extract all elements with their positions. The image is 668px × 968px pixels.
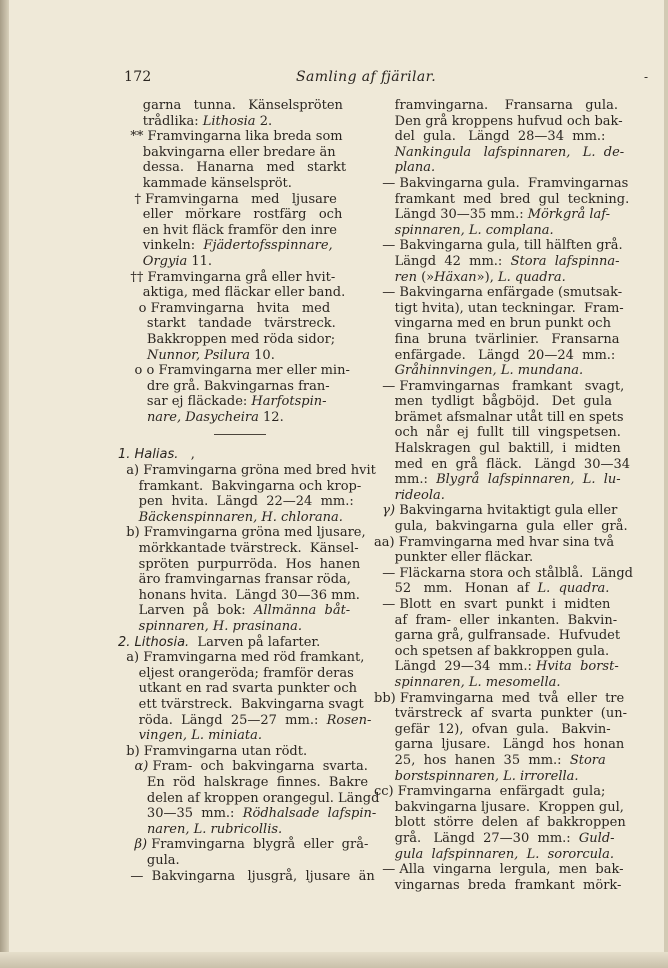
text-segment — [374, 223, 395, 238]
text-segment: nare, Dasycheira — [146, 409, 259, 425]
text-line — [118, 479, 362, 495]
text-segment: framkant. Bakvingarna och krop- — [118, 478, 362, 494]
text-segment: gula lafspinnaren, L. sororcula. — [394, 846, 615, 862]
text-line — [374, 207, 611, 223]
text-line — [118, 379, 362, 395]
text-segment: (» — [416, 269, 435, 285]
text-segment: spröten purpurröda. Hos hanen — [118, 556, 361, 572]
text-segment: — Blott en svart punkt i midten — [374, 597, 611, 612]
text-segment: o o Framvingarna mer eller min- — [118, 363, 350, 379]
text-segment: Guld- — [578, 830, 615, 846]
text-segment: sar ej fläckade: — [118, 394, 252, 410]
text-line — [374, 394, 612, 410]
text-segment: Rosen- — [326, 712, 372, 728]
text-line — [374, 425, 621, 441]
text-segment: — Fläckarna stora och stålblå. Längd — [374, 565, 633, 581]
text-segment: eljest orangeröda; framför deras — [118, 665, 354, 681]
text-line — [374, 191, 630, 208]
text-line — [118, 254, 362, 270]
text-line — [374, 98, 618, 114]
text-segment: Fram- och bakvingarna svarta. — [148, 759, 368, 775]
text-line — [374, 675, 600, 691]
text-segment: spinnaren, L. mesomella. — [394, 674, 561, 690]
text-segment — [374, 769, 395, 784]
text-segment: Häxan — [434, 269, 477, 285]
text-segment: aa) Framvingarna med hvar sina två — [374, 534, 615, 550]
text-segment: garna tunna. Känselspröten — [118, 98, 343, 113]
text-segment: 52 mm. Honan af — [374, 581, 538, 597]
text-line — [118, 744, 362, 760]
text-segment — [374, 675, 395, 690]
text-segment: fina bruna tvärlinier. Fransarna — [374, 331, 620, 347]
text-line — [374, 659, 619, 675]
text-segment: Allmänna båt- — [253, 603, 351, 619]
text-line — [374, 628, 621, 644]
text-segment: — Bakvingarna gula, till hälften grå. — [374, 238, 623, 254]
text-line — [374, 519, 628, 535]
text-segment: Stora lafspinna- — [510, 253, 620, 269]
text-segment: honans hvita. Längd 30—36 mm. — [118, 587, 360, 603]
text-line — [374, 550, 600, 566]
text-line — [118, 541, 362, 557]
text-segment: ** Framvingarna lika breda som — [118, 129, 343, 145]
text-line — [374, 612, 618, 629]
text-segment: dre grå. Bakvingarnas fran- — [118, 378, 330, 394]
text-segment: starkt tandade tvärstreck. — [118, 316, 336, 332]
text-line — [374, 270, 600, 286]
text-line — [374, 581, 610, 597]
text-segment: punkter eller fläckar. — [374, 550, 534, 566]
text-line — [374, 113, 623, 130]
text-line — [374, 488, 600, 504]
text-segment: — Alla vingarna lergula, men bak- — [374, 862, 624, 878]
text-segment: Längd 42 mm.: — [374, 253, 511, 269]
text-segment: ett tvärstreck. Bakvingarna svagt — [118, 696, 364, 712]
page-bottom-edge — [0, 952, 668, 968]
text-segment: Blygrå lafspinnaren, L. lu- — [436, 472, 621, 488]
text-segment — [118, 410, 147, 425]
text-segment — [374, 488, 395, 503]
text-line — [374, 378, 625, 395]
text-segment: borstspinnaren, L. irrorella. — [394, 768, 579, 784]
text-segment: Bakvingarna hvitaktigt gula eller — [395, 503, 618, 519]
text-line — [118, 316, 362, 332]
text-segment: trådlika: — [118, 113, 203, 129]
text-line — [374, 737, 625, 753]
text-line — [374, 565, 633, 582]
text-segment: och spetsen af bakkroppen gula. — [374, 643, 610, 659]
text-segment — [118, 759, 135, 774]
text-segment: En röd halskrage finnes. Bakre — [118, 774, 369, 790]
text-segment: vingen, L. miniata. — [138, 728, 262, 744]
section-heading: 2. Lithosia. — [118, 634, 190, 650]
text-segment — [374, 847, 395, 862]
text-segment: framkant med bred gul teckning. — [374, 191, 630, 207]
text-segment: Stora — [569, 752, 606, 768]
text-segment: a) Framvingarna med röd framkant, — [118, 650, 365, 666]
text-line — [118, 572, 362, 588]
text-segment: Mörkgrå laf- — [527, 207, 611, 223]
text-line — [118, 510, 362, 526]
text-segment: vingarnas breda framkant mörk- — [374, 877, 622, 893]
text-line — [118, 666, 362, 682]
text-segment: mm.: — [374, 472, 437, 488]
text-segment — [374, 160, 395, 175]
text-line — [374, 363, 600, 379]
text-line — [118, 270, 362, 286]
text-line — [374, 643, 610, 660]
section-heading: 1. Halias. — [118, 447, 179, 463]
text-segment: »), — [476, 269, 498, 285]
text-segment: 12. — [258, 409, 284, 425]
text-line — [118, 650, 365, 666]
text-segment: Lithosia — [202, 113, 256, 129]
text-segment — [118, 254, 143, 269]
text-segment: 11. — [187, 253, 213, 269]
text-line — [374, 846, 615, 863]
text-line — [118, 790, 380, 807]
text-line — [118, 238, 362, 254]
text-segment: eller mörkare rostfärg och — [118, 207, 343, 223]
text-segment: framvingarna. Fransarna gula. — [374, 98, 618, 113]
text-segment: men tydligt bågböjd. Det gula — [374, 394, 612, 410]
text-line — [118, 759, 368, 775]
text-segment: ren — [394, 269, 417, 285]
text-segment: vinkeln: — [118, 238, 204, 254]
text-segment: och når ej fullt till vingspetsen. — [374, 425, 621, 441]
text-segment: γ) — [382, 503, 396, 519]
text-line — [118, 301, 362, 317]
text-line — [118, 853, 362, 869]
text-segment: gula, bakvingarna gula eller grå. — [374, 519, 628, 535]
text-segment: delen af kroppen orangegul. Längd — [118, 790, 380, 806]
page-binding-edge — [0, 0, 9, 968]
text-segment — [374, 145, 395, 160]
text-segment: 25, hos hanen 35 mm.: — [374, 752, 570, 768]
text-line — [118, 806, 377, 822]
text-line — [374, 285, 623, 301]
text-segment: plana. — [394, 160, 436, 176]
text-segment: o Framvingarna hvita med — [118, 300, 331, 316]
right-column — [374, 98, 633, 893]
text-line — [118, 447, 362, 463]
text-segment: en hvit fläck framför den inre — [118, 222, 337, 238]
text-line — [118, 774, 369, 791]
text-segment — [118, 510, 139, 525]
text-segment: naren, L. rubricollis. — [146, 821, 283, 837]
text-line — [374, 300, 624, 317]
text-segment: vingarna med en brun punkt och — [374, 316, 611, 332]
text-segment: Larven på lafarter. — [189, 634, 321, 650]
text-line — [374, 769, 600, 785]
text-segment: rideola. — [394, 487, 445, 503]
text-line — [118, 348, 362, 364]
corner-mark: - — [644, 70, 649, 84]
text-line — [118, 681, 362, 697]
text-line — [118, 619, 362, 635]
text-segment: Bakkroppen med röda sidor; — [118, 331, 336, 347]
text-line — [118, 557, 362, 573]
text-segment: Nankingula lafspinnaren, L. de- — [394, 144, 625, 160]
text-segment: 10. — [250, 347, 275, 363]
text-segment — [118, 348, 147, 363]
text-segment: bakvingarna ljusare. Kroppen gul, — [374, 799, 624, 815]
text-line — [118, 410, 362, 426]
text-segment: mörkkantade tvärstreck. Känsel- — [118, 541, 359, 557]
text-line — [374, 706, 628, 722]
text-segment: gefär 12), ofvan gula. Bakvin- — [374, 721, 611, 737]
text-line — [118, 837, 369, 853]
text-line — [374, 129, 606, 145]
text-segment: † Framvingarna med ljusare — [118, 191, 337, 207]
text-segment: Fjädertofsspinnare, — [203, 238, 333, 254]
text-line — [118, 192, 362, 208]
text-line — [118, 223, 362, 239]
text-segment: tvärstreck af svarta punkter (un- — [374, 706, 628, 722]
text-line — [118, 697, 362, 713]
text-line — [118, 145, 362, 161]
text-segment: †† Framvingarna grå eller hvit- — [118, 269, 336, 285]
text-segment: gula. — [118, 852, 180, 868]
text-segment: — Bakvingarna gula. Framvingarnas — [374, 175, 629, 191]
text-line — [374, 503, 618, 519]
text-segment: bakvingarna eller bredare än — [118, 144, 336, 160]
text-segment: utkant en rad svarta punkter och — [118, 681, 358, 697]
text-segment: Rödhalsade lafspin- — [242, 806, 377, 822]
text-segment: Hvita borst- — [535, 659, 619, 675]
text-line — [118, 394, 362, 410]
section-divider — [214, 434, 266, 435]
text-line — [118, 176, 362, 192]
text-line — [118, 635, 362, 651]
running-head: Samling af fjärilar. — [296, 69, 437, 85]
text-segment — [374, 270, 395, 285]
text-line — [118, 160, 362, 176]
text-segment: Framvingarna blygrå eller grå- — [147, 837, 369, 853]
text-line — [118, 129, 362, 145]
text-segment: b) Framvingarna gröna med ljusare, — [118, 525, 366, 541]
text-line — [374, 877, 622, 894]
text-line — [118, 728, 362, 744]
text-segment: Halskragen gul baktill, i midten — [374, 441, 621, 457]
text-segment: enfärgade. Längd 20—24 mm.: — [374, 347, 616, 363]
text-line — [374, 409, 624, 426]
text-segment: Den grå kroppens hufvud och bak- — [374, 113, 623, 129]
text-segment: garna grå, gulfransade. Hufvudet — [374, 628, 621, 644]
text-segment — [118, 837, 135, 852]
text-line — [374, 160, 600, 176]
text-line — [374, 441, 621, 457]
page-right-edge — [664, 0, 668, 968]
text-segment: garna ljusare. Längd hos honan — [374, 737, 625, 753]
text-line — [374, 347, 616, 364]
text-line — [374, 690, 625, 707]
text-line — [118, 588, 362, 604]
text-segment: 30—35 mm.: — [118, 806, 243, 822]
text-line — [374, 752, 606, 769]
text-segment: Längd 30—35 mm.: — [374, 207, 528, 223]
text-line — [118, 363, 362, 379]
text-segment — [118, 822, 147, 837]
text-segment: Nunnor, Psilura — [146, 347, 251, 363]
left-column — [118, 98, 380, 884]
text-segment: Orgyia — [142, 253, 188, 269]
text-segment: blott större delen af bakkroppen — [374, 815, 626, 831]
text-line — [374, 597, 611, 613]
text-line — [118, 285, 362, 301]
text-segment: , — [178, 447, 195, 463]
text-segment: α) — [134, 759, 149, 775]
text-line — [118, 603, 362, 619]
text-line — [118, 822, 362, 838]
text-segment: del gula. Längd 28—34 mm.: — [374, 129, 606, 145]
text-segment — [118, 728, 139, 743]
text-line — [118, 332, 362, 348]
text-line — [374, 534, 615, 551]
text-line — [118, 98, 362, 114]
text-line — [374, 456, 631, 473]
text-segment: b) Framvingarna utan rödt. — [118, 743, 308, 759]
text-segment: spinnaren, L. complana. — [394, 222, 554, 238]
text-line — [374, 316, 611, 332]
text-segment: aktiga, med fläckar eller band. — [118, 285, 346, 301]
page-number: 172 — [124, 69, 152, 85]
text-segment: — Framvingarnas framkant svagt, — [374, 378, 625, 394]
text-segment: L. quadra. — [537, 581, 610, 597]
text-line — [374, 799, 624, 816]
text-segment: tigt hvita), utan teckningar. Fram- — [374, 300, 624, 316]
text-segment: cc) Framvingarna enfärgadt gula; — [374, 784, 606, 800]
text-line — [374, 253, 620, 270]
text-line — [374, 331, 620, 348]
text-segment: röda. Längd 25—27 mm.: — [118, 712, 327, 728]
text-segment: dessa. Hanarna med starkt — [118, 160, 347, 176]
text-line — [374, 862, 624, 878]
text-segment: — Bakvingarna enfärgade (smutsak- — [374, 285, 623, 301]
text-line — [118, 712, 372, 729]
text-segment: — Bakvingarna ljusgrå, ljusare än — [118, 868, 375, 884]
text-line — [374, 223, 600, 239]
text-segment — [374, 363, 395, 378]
text-line — [118, 525, 366, 541]
text-segment — [118, 619, 139, 634]
text-segment: 2. — [255, 113, 273, 129]
text-segment: L. quadra. — [497, 269, 566, 285]
text-line — [374, 144, 625, 161]
text-segment: äro framvingarnas fransar röda, — [118, 572, 351, 588]
text-line — [374, 721, 611, 738]
text-line — [118, 494, 362, 510]
text-line — [374, 472, 621, 488]
text-segment: brämet afsmalnar utåt till en spets — [374, 409, 624, 425]
text-segment: Längd 29—34 mm.: — [374, 659, 536, 675]
text-segment: pen hvita. Längd 22—24 mm.: — [118, 494, 354, 510]
text-segment: af fram- eller inkanten. Bakvin- — [374, 612, 618, 628]
text-segment: bb) Framvingarna med två eller tre — [374, 690, 625, 706]
text-segment: med en grå fläck. Längd 30—34 — [374, 456, 631, 472]
text-segment: spinnaren, H. prasinana. — [138, 619, 302, 634]
text-segment: Larven på bok: — [118, 603, 254, 619]
text-segment: a) Framvingarna gröna med bred hvit — [118, 463, 376, 479]
text-line — [374, 830, 615, 847]
text-line — [118, 463, 376, 479]
text-segment: kammade känselspröt. — [118, 175, 292, 191]
text-line — [118, 114, 362, 130]
text-segment: grå. Längd 27—30 mm.: — [374, 830, 579, 846]
text-line — [118, 207, 362, 223]
text-line — [374, 815, 626, 831]
text-line — [374, 175, 629, 192]
text-segment: Bäckenspinnaren, H. chlorana. — [138, 509, 343, 525]
text-segment: Harfotspin- — [251, 394, 327, 410]
text-line — [374, 784, 606, 800]
text-line — [374, 238, 623, 254]
text-segment: Gråhinnvingen, L. mundana. — [394, 363, 584, 379]
text-segment: β) — [134, 837, 148, 853]
text-line — [118, 868, 375, 885]
